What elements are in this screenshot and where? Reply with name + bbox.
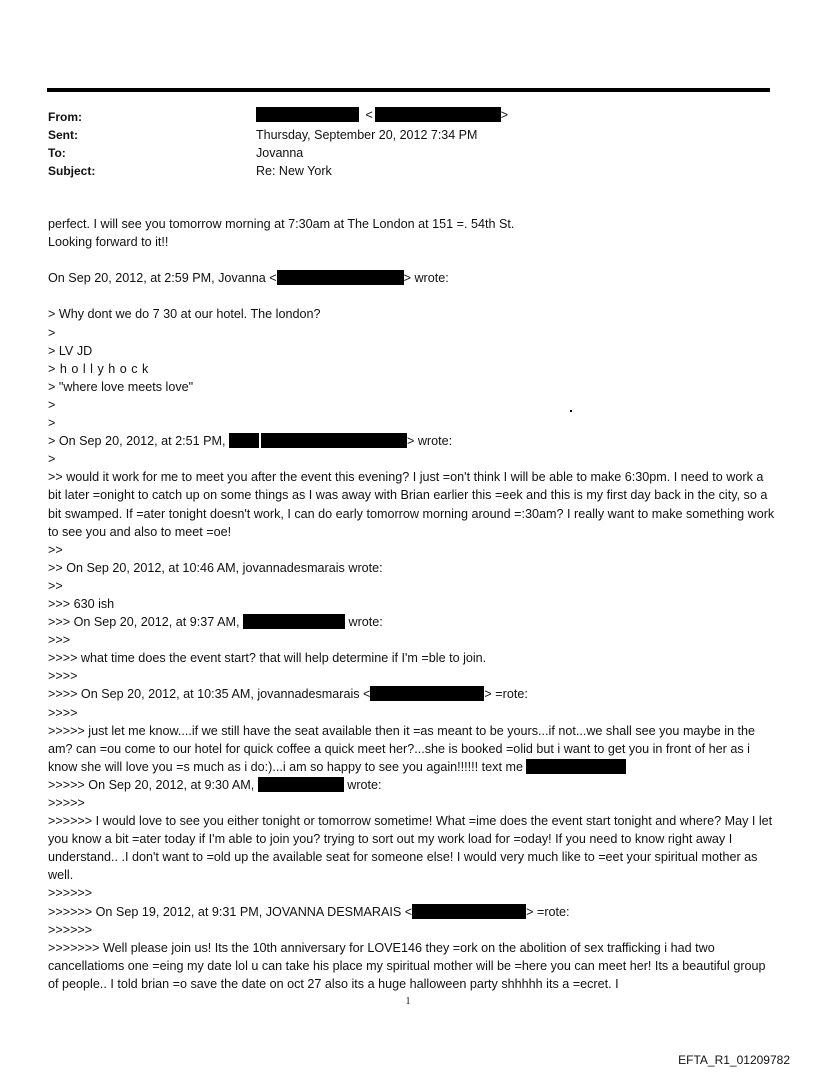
quoted-line: >>>>>> [48, 922, 93, 937]
quoted-line: > [48, 397, 56, 412]
quoted-paragraph: >> would it work for me to meet you after the event this evening? I just =on't think I will be able to make 6:30pm. I need to work a bit later =onight to catch up on some things as I was away with Brian earlier this =eek and this is my first day back in the city, so a bit swamped. If =ater tonight doesn't work, I can do early tomorrow morning around =:30am? I really want to make something work to see you and also to meet =oe! [48, 470, 775, 539]
header-rule [47, 88, 770, 92]
reply-header: On Sep 20, 2012, at 2:59 PM, Jovanna < > wrote: [48, 271, 449, 286]
quoted-line: >>>> [48, 669, 78, 684]
reply-header: >>>>>> On Sep 19, 2012, at 9:31 PM, JOVANNA DESMARAIS < > =rote: [48, 904, 570, 919]
quoted-line: >>> [48, 633, 71, 648]
quoted-paragraph: >>>>>> I would love to see you either tonight or tomorrow sometime! What =ime does the event start tonight and where? May I let you know a bit =ater today if I'm able to join you? trying to sort out my work load for =oday! If you need to know right away I understand.. .I don't want to =old up the available seat for someone else! I would very much like to =eet your spiritual mother as well. [48, 814, 773, 883]
reply-header: >>>>> On Sep 20, 2012, at 9:30 AM, wrote: [48, 777, 382, 792]
reply-header: >> On Sep 20, 2012, at 10:46 AM, jovannadesmarais wrote: [48, 560, 383, 575]
sent-label: Sent: [48, 128, 78, 142]
redaction-box [258, 777, 344, 792]
from-label: From: [48, 110, 82, 124]
quoted-line: >>> 630 ish [48, 596, 115, 611]
redaction-box [261, 433, 407, 448]
page-number: 1 [405, 996, 411, 1007]
reply-header: >>>> On Sep 20, 2012, at 10:35 AM, jovannadesmarais < > =rote: [48, 687, 528, 702]
redaction-box [370, 686, 484, 701]
redaction-box [243, 614, 345, 629]
quoted-line: >> [48, 542, 63, 557]
reply-header: > On Sep 20, 2012, at 2:51 PM, > wrote: [48, 434, 453, 449]
body-line: perfect. I will see you tomorrow morning at 7:30am at The London at 151 =. 54th St. [48, 217, 515, 231]
subject-value: Re: New York [256, 164, 332, 178]
quoted-line: >>>>> [48, 796, 85, 810]
redaction-box [412, 904, 526, 919]
bates-number: EFTA_R1_01209782 [678, 1053, 790, 1067]
reply-header: >>> On Sep 20, 2012, at 9:37 AM, wrote: [48, 615, 383, 630]
quoted-line: >>>> what time does the event start? that will help determine if I'm =ble to join. [48, 651, 487, 666]
body-line: Looking forward to it!! [48, 235, 169, 250]
from-value: < > [256, 106, 508, 124]
email-body [48, 215, 776, 993]
quoted-line: > h o l l y h o c k [48, 361, 149, 376]
quoted-line: >> [48, 578, 63, 593]
quoted-line: > [48, 452, 56, 467]
redaction-box [526, 759, 626, 774]
quoted-paragraph: >>>>>>> Well please join us! Its the 10th anniversary for LOVE146 they =ork on the abolition of sex trafficking i had two cancellatioms one =eing my date lol u can take his place my spiritual mother will be =here you can meet her! Its a beautiful group of people.. I told brian =o save the date on oct 27 also its a huge halloween party shhhhh its a =ecret. I [48, 940, 766, 991]
to-value: Jovanna [256, 146, 304, 160]
quoted-line: > Why dont we do 7 30 at our hotel. The london? [48, 307, 321, 322]
quoted-paragraph: >>>>> just let me know....if we still have the seat available then it =as meant to be yours...if not...we shall see you maybe in the am? can =ou come to our hotel for quick coffee a quick meet her?...she is booked =olid but i want to get you in front of her as i know she will love you =s much as i do:)...i am so happy to see you again!!!!!! text me [48, 723, 756, 774]
quoted-line: > [48, 325, 56, 340]
quoted-line: >>>> [48, 705, 78, 720]
quoted-line: >>>>>> [48, 886, 93, 901]
to-label: To: [48, 146, 66, 160]
quoted-line: > [48, 416, 56, 431]
redaction-box [229, 433, 259, 448]
sent-value: Thursday, September 20, 2012 7:34 PM [256, 128, 478, 142]
subject-label: Subject: [48, 164, 96, 178]
redaction-box [375, 107, 501, 122]
quoted-line: > LV JD [48, 343, 93, 358]
redaction-box [277, 270, 404, 285]
redaction-box [256, 107, 359, 122]
quoted-line: > "where love meets love" [48, 379, 194, 394]
